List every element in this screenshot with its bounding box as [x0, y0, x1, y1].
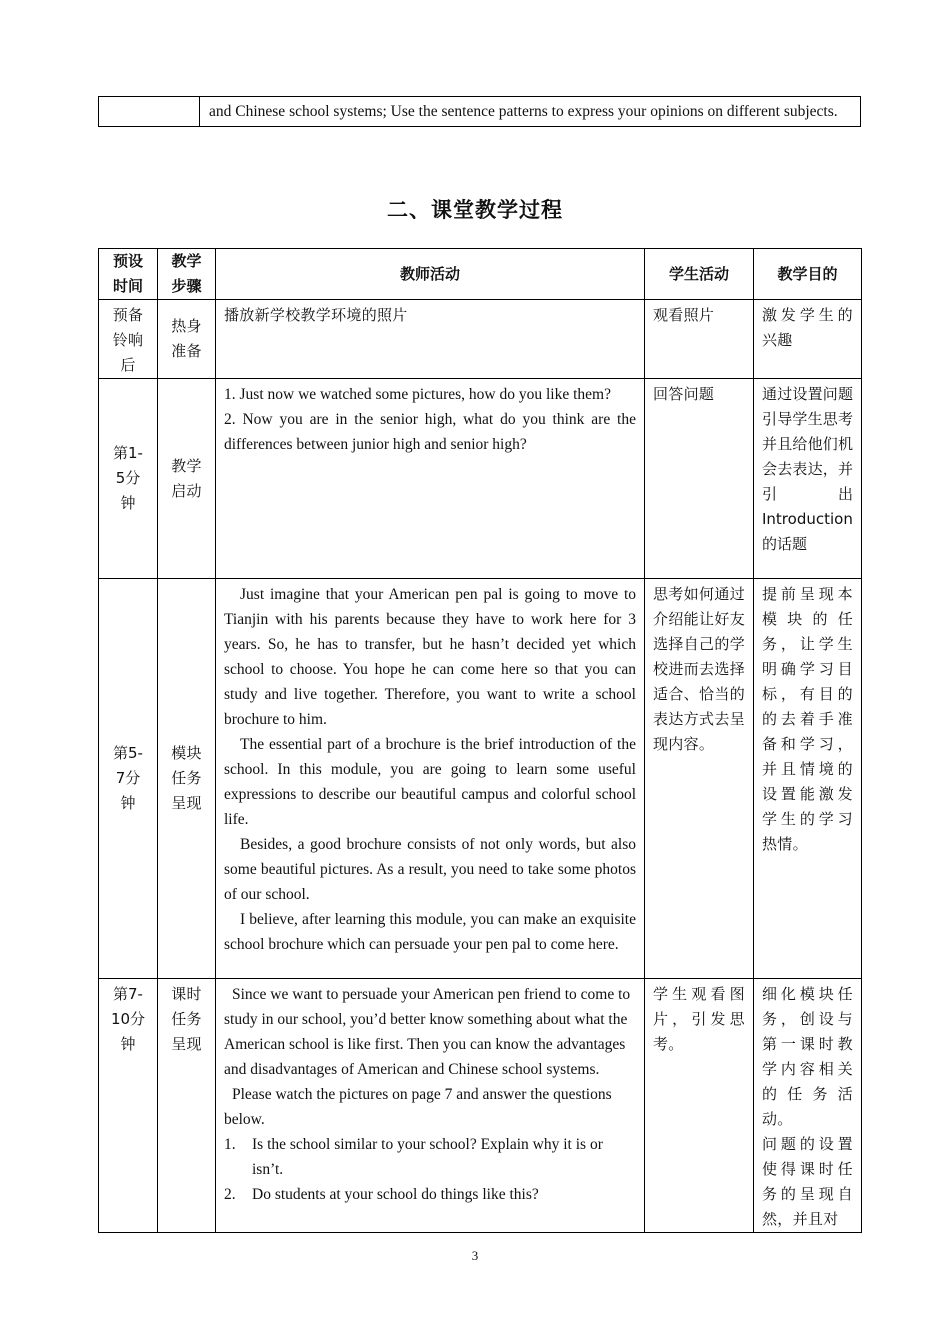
table-row [99, 979, 862, 1233]
student-activity-cell: 学生观看图片，引发思考。 [645, 979, 754, 1233]
teacher-activity-cell [216, 379, 645, 579]
teacher-paragraph: I believe, after learning this module, you can make an exquisite school brochure which can persuade your pen pal to come here. [224, 911, 636, 953]
header-student-activity: 学生活动 [645, 249, 754, 300]
teacher-paragraph: The essential part of a brochure is the brief introduction of the school. In this module, you are going to learn some useful expressions to describe our beautiful campus and colorful school life. [224, 736, 636, 828]
teacher-paragraph: Just imagine that your American pen pal is going to move to Tianjin with his parents because they have to work here for 3 years. So, he has to transfer, but he hasn’t decided yet which school to choose. You hope he can come here so that you can study and live together. Therefore, you want to write a school brochure to him. [224, 586, 636, 728]
header-teacher-activity: 教师活动 [216, 249, 645, 300]
purpose-cell: 提前呈现本模块的任务，让学生明确学习目标，有目的的去着手准备和学习，并且情境的设置能激发学生的学习热情。 [754, 579, 862, 979]
time-cell: 第1-5分钟 [99, 379, 158, 579]
time-cell: 第5-7分钟 [99, 579, 158, 979]
purpose-cell: 通过设置问题引导学生思考并且给他们机会去表达，并引出Introduction的话题 [754, 379, 862, 579]
step-cell: 课时任务呈现 [158, 979, 216, 1233]
section-title: 二、课堂教学过程 [387, 198, 563, 222]
teacher-question-1: 1. Just now we watched some pictures, how do you like them? [224, 386, 611, 403]
objectives-text: and Chinese school systems; Use the sentence patterns to express your opinions on different subjects. [200, 97, 861, 127]
table-header-row [99, 249, 862, 300]
purpose-cell: 激发学生的兴趣 [754, 300, 862, 379]
teacher-paragraph: Please watch the pictures on page 7 and answer the questions below. [224, 1086, 612, 1128]
table-row [99, 579, 862, 979]
time-cell: 预备铃响后 [99, 300, 158, 379]
teacher-activity-cell: 播放新学校教学环境的照片 [216, 300, 645, 379]
step-cell: 热身准备 [158, 300, 216, 379]
teacher-activity-cell [216, 579, 645, 979]
header-purpose: 教学目的 [754, 249, 862, 300]
table-row [99, 379, 862, 579]
student-activity-cell: 思考如何通过介绍能让好友选择自己的学校进而去选择适合、恰当的表达方式去呈现内容。 [645, 579, 754, 979]
student-activity-cell: 观看照片 [645, 300, 754, 379]
list-item: 1. Is the school similar to your school? Explain why it is or isn’t. [224, 1136, 603, 1178]
teacher-activity-cell [216, 979, 645, 1233]
step-cell: 模块任务呈现 [158, 579, 216, 979]
teaching-process-table [98, 248, 862, 1233]
table-row [99, 300, 862, 379]
header-step: 教学步骤 [158, 249, 216, 300]
page-number: 3 [471, 1248, 479, 1263]
step-cell: 教学启动 [158, 379, 216, 579]
teacher-paragraph: Since we want to persuade your American pen friend to come to study in our school, you’d better know something about what the American school is like first. Then you can know the advantages and disadvantages of American and Chinese school systems. [224, 986, 631, 1078]
objectives-table-fragment [98, 96, 861, 127]
teacher-paragraph: Besides, a good brochure consists of not only words, but also some beautiful pictures. As a result, you need to take some photos of our school. [224, 836, 636, 903]
blank-cell [99, 97, 200, 127]
teacher-question-2: 2. Now you are in the senior high, what do you think are the differences between junior high and senior high? [224, 411, 636, 453]
time-cell: 第7-10分钟 [99, 979, 158, 1233]
table-row [99, 97, 861, 127]
purpose-cell: 细化模块任务，创设与第一课时教学内容相关的任务活动。 问题的设置使得课时任务的呈现自然，并且对 [754, 979, 862, 1233]
list-item: 2. Do students at your school do things like this? [224, 1186, 539, 1203]
header-time: 预设时间 [99, 249, 158, 300]
student-activity-cell: 回答问题 [645, 379, 754, 579]
